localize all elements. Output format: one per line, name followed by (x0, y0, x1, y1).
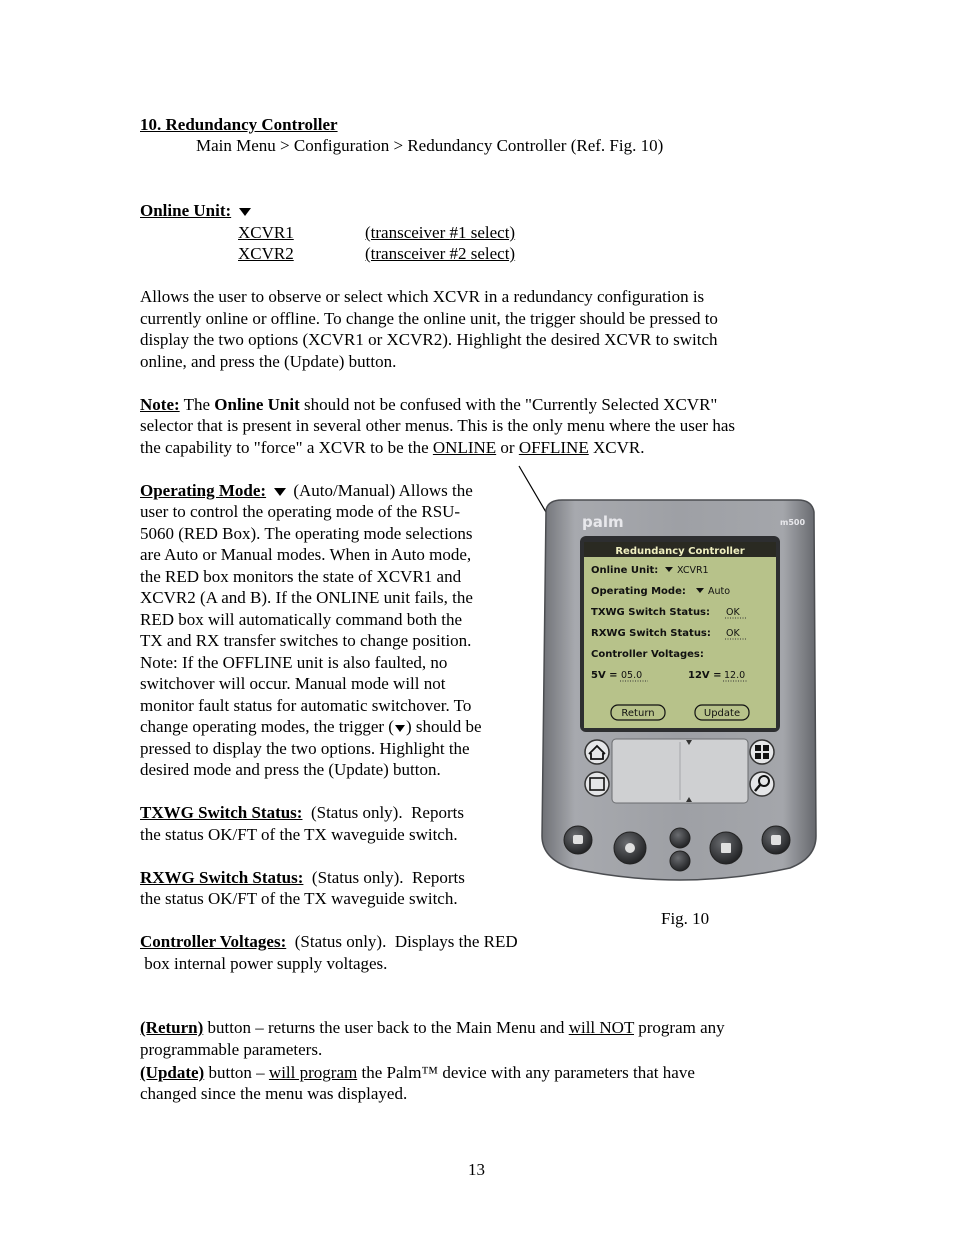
operating-mode-line: switchover will occur. Manual mode will not (140, 674, 446, 693)
scroll-up-button[interactable] (670, 828, 690, 848)
screen-update-label: Update (703, 708, 741, 719)
home-icon[interactable] (585, 740, 609, 764)
note-text: should not be confused with the "Currently Selected XCVR" (299, 395, 718, 414)
update-label: (Update) (140, 1063, 205, 1082)
operating-mode-line: pressed to display the two options. Highlight the (140, 739, 470, 758)
operating-mode-line: TX and RX transfer switches to change position. (140, 631, 472, 650)
screen-txwg-value: OK (726, 607, 740, 618)
operating-mode-line: monitor fault status for automatic switchover. To (140, 696, 472, 715)
screen-online-value[interactable]: XCVR1 (677, 565, 709, 576)
scroll-down-button[interactable] (670, 851, 690, 871)
operating-mode-text: (Auto/Manual) Allows the (289, 481, 473, 500)
screen-12v-label: 12V = (688, 670, 722, 681)
note-text: the capability to "force" a XCVR to be the (140, 438, 433, 457)
note-line-2: selector that is present in several other menus. This is the only menu where the user has (140, 416, 735, 435)
operating-mode-text: ) should be (405, 717, 482, 736)
screen-return-label: Return (621, 708, 655, 719)
update-line-2: changed since the menu was displayed. (140, 1084, 408, 1103)
palm-device-figure (540, 496, 818, 888)
screen-title: Redundancy Controller (615, 546, 745, 557)
device-brand-text: palm (582, 513, 624, 531)
operating-mode-text: change operating modes, the trigger ( (140, 717, 394, 736)
operating-mode-line: are Auto or Manual modes. When in Auto mode, (140, 545, 472, 564)
note-offline: OFFLINE (518, 438, 589, 457)
device-model-text: m500 (780, 518, 806, 527)
note-online: ONLINE (432, 438, 497, 457)
update-text: the Palm™ device with any parameters that have (357, 1063, 695, 1082)
figure-caption: Fig. 10 (661, 909, 710, 928)
operating-mode-line: XCVR2 (A and B). If the ONLINE unit fails, the (140, 588, 473, 607)
screen-volt-label: Controller Voltages: (591, 649, 704, 660)
note-text: XCVR. (588, 438, 645, 457)
update-will-program: will program (268, 1063, 358, 1082)
note-text: or (496, 438, 519, 457)
online-unit-label: Online Unit: (140, 201, 232, 220)
screen-rxwg-label: RXWG Switch Status: (591, 628, 711, 639)
return-text: program any (634, 1018, 725, 1037)
voltages-line-2: box internal power supply voltages. (140, 954, 388, 973)
note-online-unit: Online Unit (214, 395, 300, 414)
note-label: Note: (140, 395, 180, 414)
page-number: 13 (468, 1160, 485, 1179)
screen-12v-value: 12.0 (724, 670, 746, 681)
screen-5v-value: 05.0 (621, 670, 643, 681)
return-label: (Return) (140, 1018, 204, 1037)
return-will-not: will NOT (568, 1018, 635, 1037)
option-xcvr1-desc: (transceiver #1 select) (365, 223, 516, 242)
screen-5v-label: 5V = (591, 670, 618, 681)
txwg-text: (Status only). Reports (302, 803, 464, 822)
screen-online-label: Online Unit: (591, 565, 659, 576)
txwg-label: TXWG Switch Status: (140, 803, 303, 822)
operating-mode-line: 5060 (RED Box). The operating mode selections (140, 524, 473, 543)
option-xcvr2-name: XCVR2 (238, 244, 294, 263)
online-para-line: currently online or offline. To change the online unit, the trigger should be pressed to (140, 309, 718, 328)
calc-icon[interactable] (750, 740, 774, 764)
rxwg-line-2: the status OK/FT of the TX waveguide switch. (140, 889, 458, 908)
section-title: 10. Redundancy Controller (140, 115, 338, 134)
operating-mode-line: RED box will automatically command both the (140, 610, 462, 629)
screen-mode-label: Operating Mode: (591, 586, 686, 597)
screen-txwg-label: TXWG Switch Status: (591, 607, 711, 618)
option-xcvr2-desc: (transceiver #2 select) (365, 244, 516, 263)
screen-mode-value[interactable]: Auto (708, 586, 731, 597)
option-xcvr1-name: XCVR1 (238, 223, 294, 242)
breadcrumb: Main Menu > Configuration > Redundancy Controller (Ref. Fig. 10) (196, 136, 664, 155)
menu-icon[interactable] (585, 772, 609, 796)
txwg-line-2: the status OK/FT of the TX waveguide switch. (140, 825, 458, 844)
online-para-line: Allows the user to observe or select which XCVR in a redundancy configuration is (140, 287, 705, 306)
return-text: button – returns the user back to the Main Menu and (203, 1018, 569, 1037)
online-para-line: display the two options (XCVR1 or XCVR2). Highlight the desired XCVR to switch (140, 330, 718, 349)
operating-mode-line: user to control the operating mode of the RSU- (140, 502, 461, 521)
operating-mode-label: Operating Mode: (140, 481, 267, 500)
return-line-2: programmable parameters. (140, 1040, 323, 1059)
screen-rxwg-value: OK (726, 628, 740, 639)
operating-mode-line: Note: If the OFFLINE unit is also faulted, no (140, 653, 448, 672)
voltages-label: Controller Voltages: (140, 932, 287, 951)
operating-mode-line: the RED box monitors the state of XCVR1 and (140, 567, 462, 586)
rxwg-label: RXWG Switch Status: (140, 868, 304, 887)
online-para-line: online, and press the (Update) button. (140, 352, 397, 371)
rxwg-text: (Status only). Reports (303, 868, 465, 887)
operating-mode-line: desired mode and press the (Update) button. (140, 760, 441, 779)
voltages-text: (Status only). Displays the RED (286, 932, 518, 951)
update-text: button – (204, 1063, 269, 1082)
note-text: The (179, 395, 215, 414)
